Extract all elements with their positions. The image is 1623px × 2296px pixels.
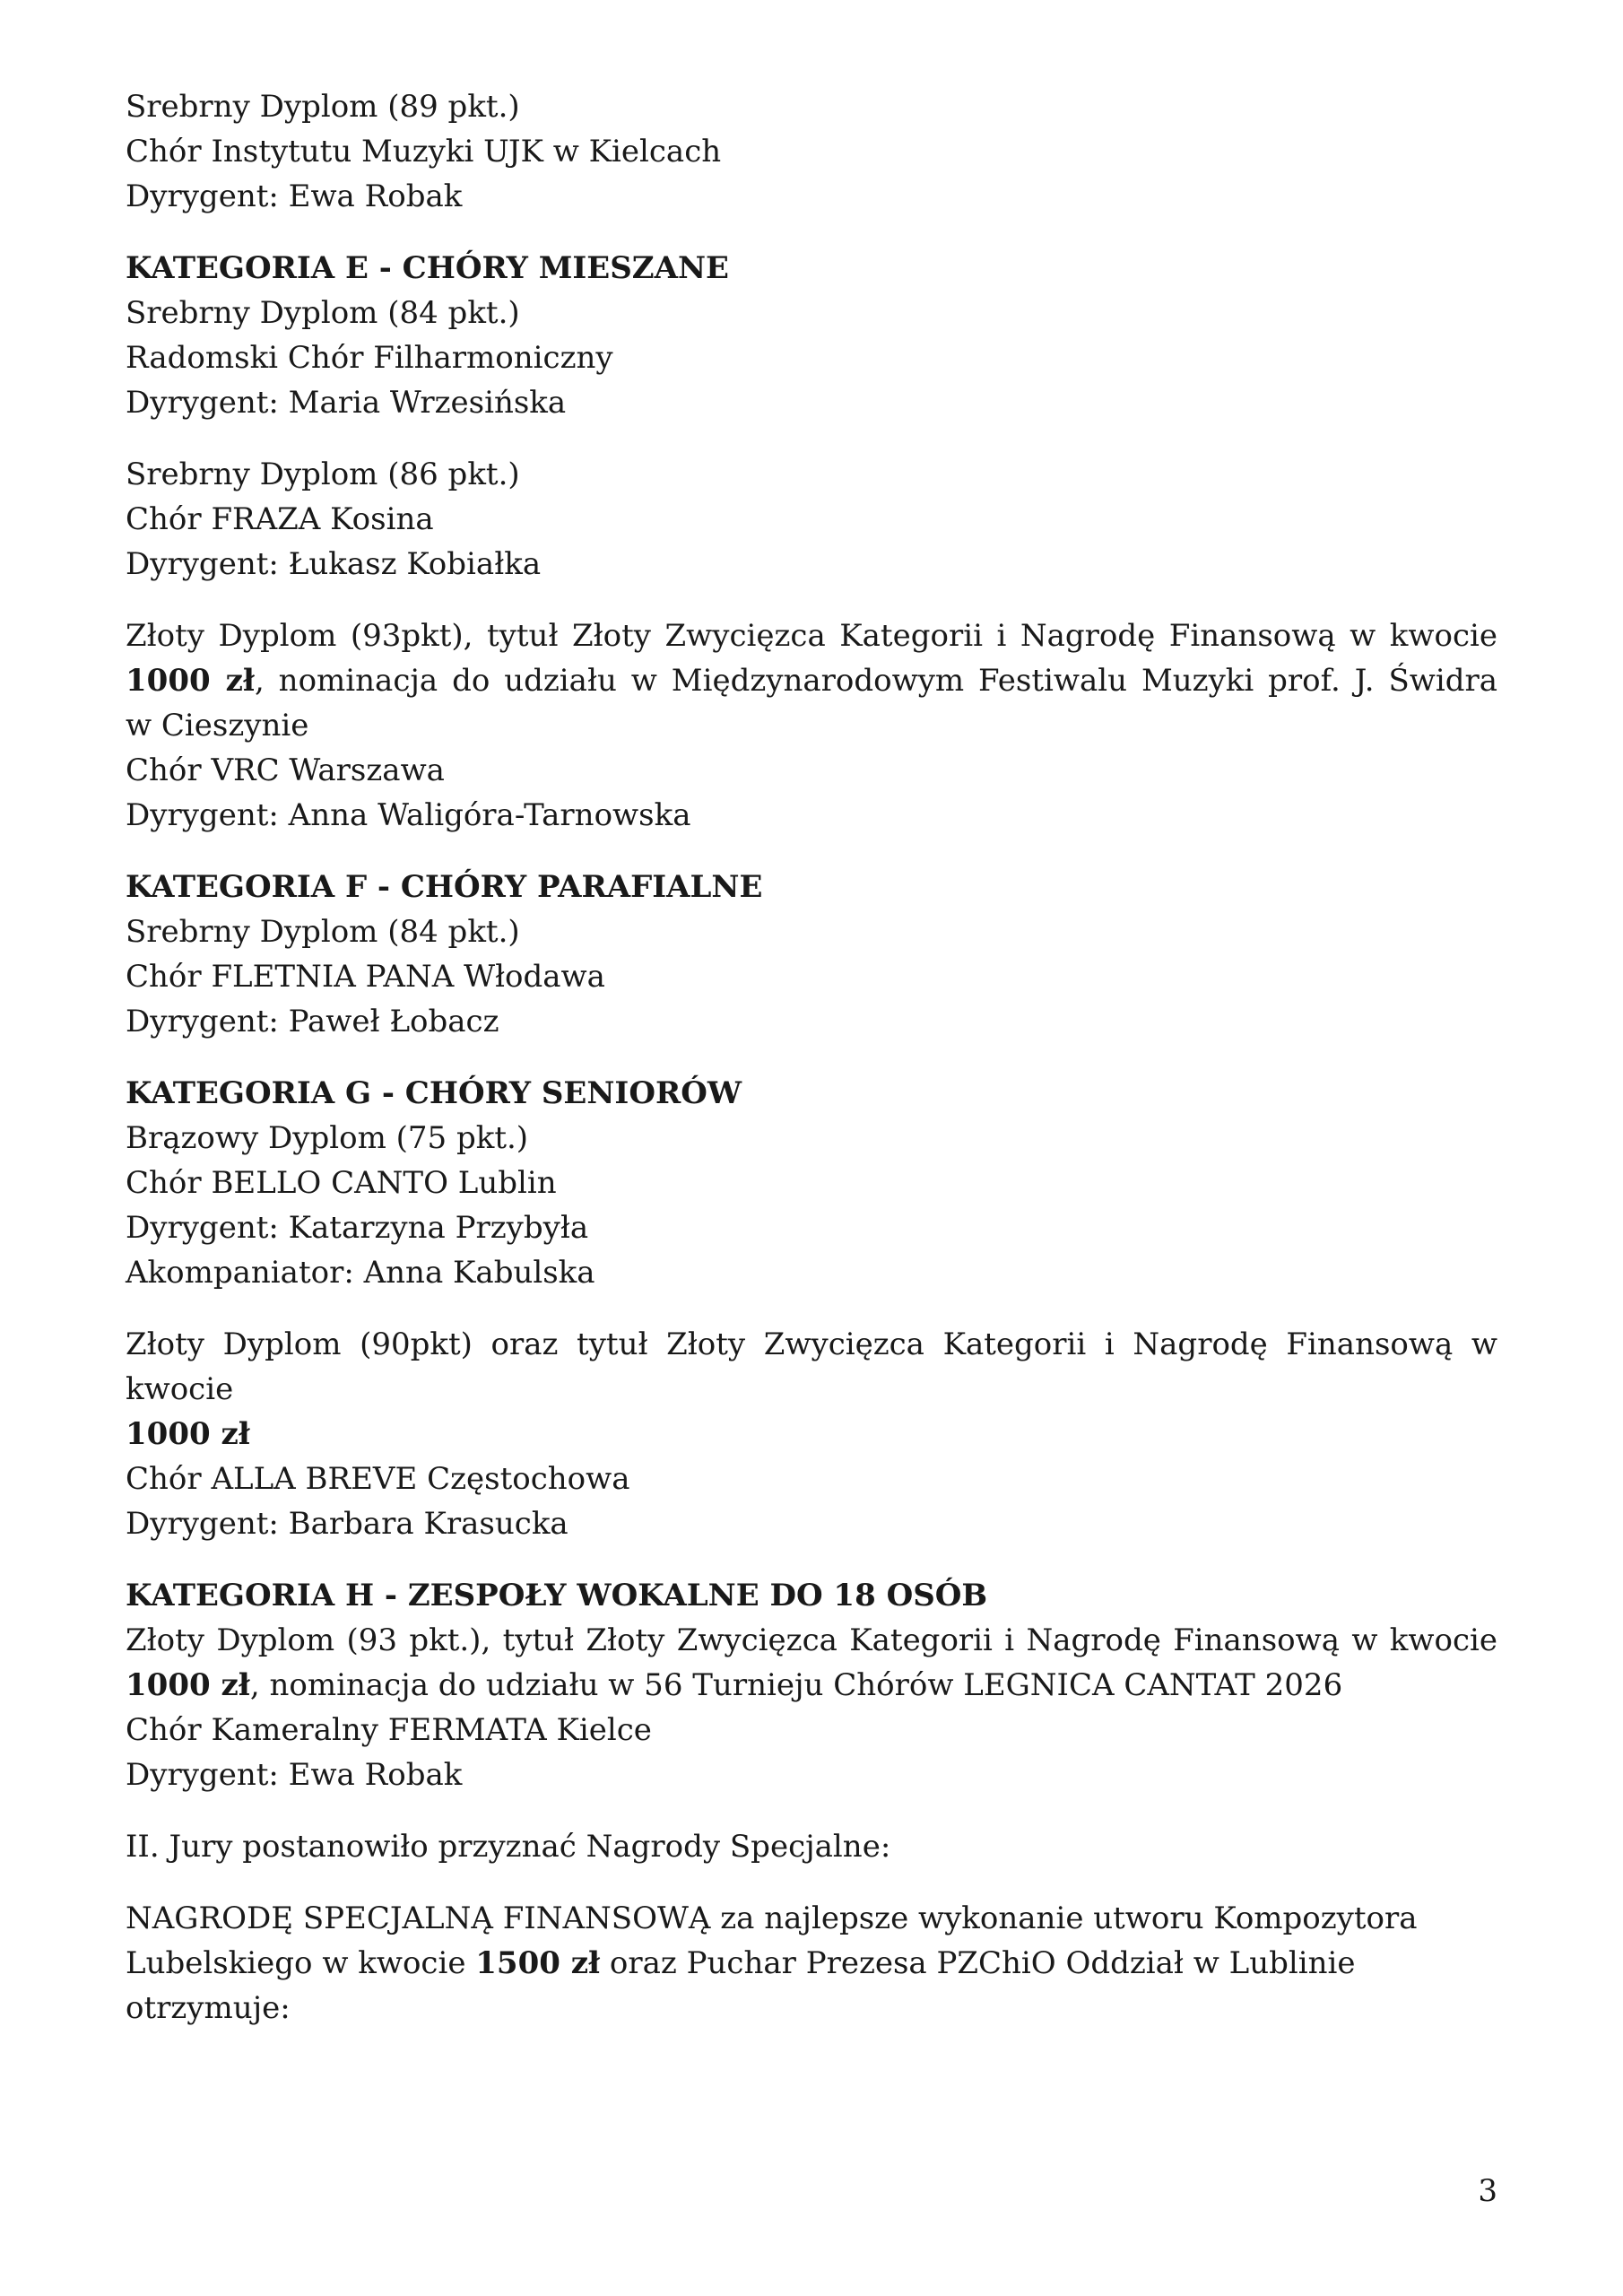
text-line — [126, 129, 1497, 174]
text-run: Dyrygent: Ewa Robak — [126, 1757, 463, 1793]
text-line — [126, 291, 1497, 335]
text-run: oraz Puchar Prezesa PZChiO Oddział w Lublinie — [600, 1945, 1356, 1981]
page-number: 3 — [1478, 2173, 1497, 2209]
text-line — [126, 246, 1497, 291]
text-line — [126, 452, 1497, 497]
paragraph — [126, 1824, 1497, 1869]
text-line — [126, 542, 1497, 587]
text-line — [126, 793, 1497, 838]
text-line — [126, 1071, 1497, 1116]
text-run: Chór Kameralny FERMATA Kielce — [126, 1712, 652, 1748]
text-line — [126, 1116, 1497, 1161]
bold-text-run: 1000 zł — [126, 663, 255, 699]
paragraph — [126, 84, 1497, 219]
paragraph — [126, 1322, 1497, 1546]
text-line — [126, 1986, 1497, 2031]
text-run: Srebrny Dyplom (89 pkt.) — [126, 89, 520, 125]
text-run: Lubelskiego w kwocie — [126, 1945, 476, 1981]
text-run: Chór BELLO CANTO Lublin — [126, 1165, 557, 1201]
text-line — [126, 954, 1497, 999]
text-run: Chór FRAZA Kosina — [126, 501, 434, 537]
text-line — [126, 1618, 1497, 1663]
text-run: , nominacja do udziału w Międzynarodowym Festiwalu Muzyki prof. J. Świdra — [254, 663, 1497, 699]
text-line — [126, 999, 1497, 1044]
text-run: II. Jury postanowiło przyznać Nagrody Specjalne: — [126, 1829, 891, 1865]
text-run: Chór Instytutu Muzyki UJK w Kielcach — [126, 134, 722, 170]
text-run: Srebrny Dyplom (84 pkt.) — [126, 914, 520, 950]
text-run: otrzymuje: — [126, 1990, 291, 2026]
text-line — [126, 909, 1497, 954]
text-line — [126, 1896, 1497, 1941]
text-run: Dyrygent: Paweł Łobacz — [126, 1004, 499, 1039]
text-run: Srebrny Dyplom (86 pkt.) — [126, 457, 520, 492]
text-run: Chór ALLA BREVE Częstochowa — [126, 1461, 630, 1497]
paragraph — [126, 1573, 1497, 1797]
text-line — [126, 1752, 1497, 1797]
text-run: Srebrny Dyplom (84 pkt.) — [126, 295, 520, 331]
text-line — [126, 1250, 1497, 1295]
page-footer — [1478, 2169, 1497, 2213]
text-run: Złoty Dyplom (93pkt), tytuł Złoty Zwycięzca Kategorii i Nagrodę Finansową w kwocie — [126, 618, 1497, 654]
text-line — [126, 1824, 1497, 1869]
text-line — [126, 748, 1497, 793]
bold-text-run: KATEGORIA H - ZESPOŁY WOKALNE DO 18 OSÓB — [126, 1578, 988, 1613]
text-run: NAGRODĘ SPECJALNĄ FINANSOWĄ za najlepsze wykonanie utworu Kompozytora — [126, 1900, 1418, 1936]
text-run: Złoty Dyplom (90pkt) oraz tytuł Złoty Zwycięzca Kategorii i Nagrodę Finansową w kwocie — [126, 1326, 1497, 1407]
text-run: Dyrygent: Barbara Krasucka — [126, 1506, 568, 1542]
text-line — [126, 1205, 1497, 1250]
text-line — [126, 865, 1497, 909]
text-line — [126, 1161, 1497, 1205]
text-run: Chór FLETNIA PANA Włodawa — [126, 959, 605, 995]
paragraph — [126, 246, 1497, 425]
text-line — [126, 1708, 1497, 1752]
text-line — [126, 613, 1497, 658]
bold-text-run: KATEGORIA E - CHÓRY MIESZANE — [126, 250, 729, 286]
text-run: Akompaniator: Anna Kabulska — [126, 1255, 595, 1291]
text-run: Dyrygent: Anna Waligóra-Tarnowska — [126, 797, 691, 833]
bold-text-run: 1000 zł — [126, 1667, 250, 1703]
text-line — [126, 1412, 1497, 1457]
text-line — [126, 497, 1497, 542]
paragraph — [126, 613, 1497, 838]
text-line — [126, 84, 1497, 129]
text-line — [126, 380, 1497, 425]
bold-text-run: 1000 zł — [126, 1416, 250, 1452]
text-run: Dyrygent: Łukasz Kobiałka — [126, 546, 542, 582]
text-run: Dyrygent: Katarzyna Przybyła — [126, 1210, 589, 1246]
text-line — [126, 703, 1497, 748]
text-run: Dyrygent: Ewa Robak — [126, 178, 463, 214]
text-run: Radomski Chór Filharmoniczny — [126, 340, 613, 376]
text-line — [126, 1573, 1497, 1618]
text-line — [126, 658, 1497, 703]
document-body — [126, 84, 1497, 2057]
text-run: Chór VRC Warszawa — [126, 752, 445, 788]
bold-text-run: KATEGORIA F - CHÓRY PARAFIALNE — [126, 869, 763, 905]
text-run: Dyrygent: Maria Wrzesińska — [126, 385, 567, 421]
text-run: w Cieszynie — [126, 708, 309, 744]
text-line — [126, 1663, 1497, 1708]
text-run: , nominacja do udziału w 56 Turnieju Chórów LEGNICA CANTAT 2026 — [249, 1667, 1343, 1703]
text-line — [126, 1501, 1497, 1546]
text-run: Złoty Dyplom (93 pkt.), tytuł Złoty Zwycięzca Kategorii i Nagrodę Finansową w kwocie — [126, 1622, 1497, 1658]
text-line — [126, 174, 1497, 219]
paragraph — [126, 865, 1497, 1044]
paragraph — [126, 1896, 1497, 2031]
paragraph — [126, 1071, 1497, 1295]
bold-text-run: KATEGORIA G - CHÓRY SENIORÓW — [126, 1075, 742, 1111]
text-run: Brązowy Dyplom (75 pkt.) — [126, 1120, 529, 1156]
text-line — [126, 1322, 1497, 1412]
paragraph — [126, 452, 1497, 587]
bold-text-run: 1500 zł — [475, 1945, 601, 1981]
text-line — [126, 335, 1497, 380]
text-line — [126, 1457, 1497, 1501]
text-line — [126, 1941, 1497, 1986]
